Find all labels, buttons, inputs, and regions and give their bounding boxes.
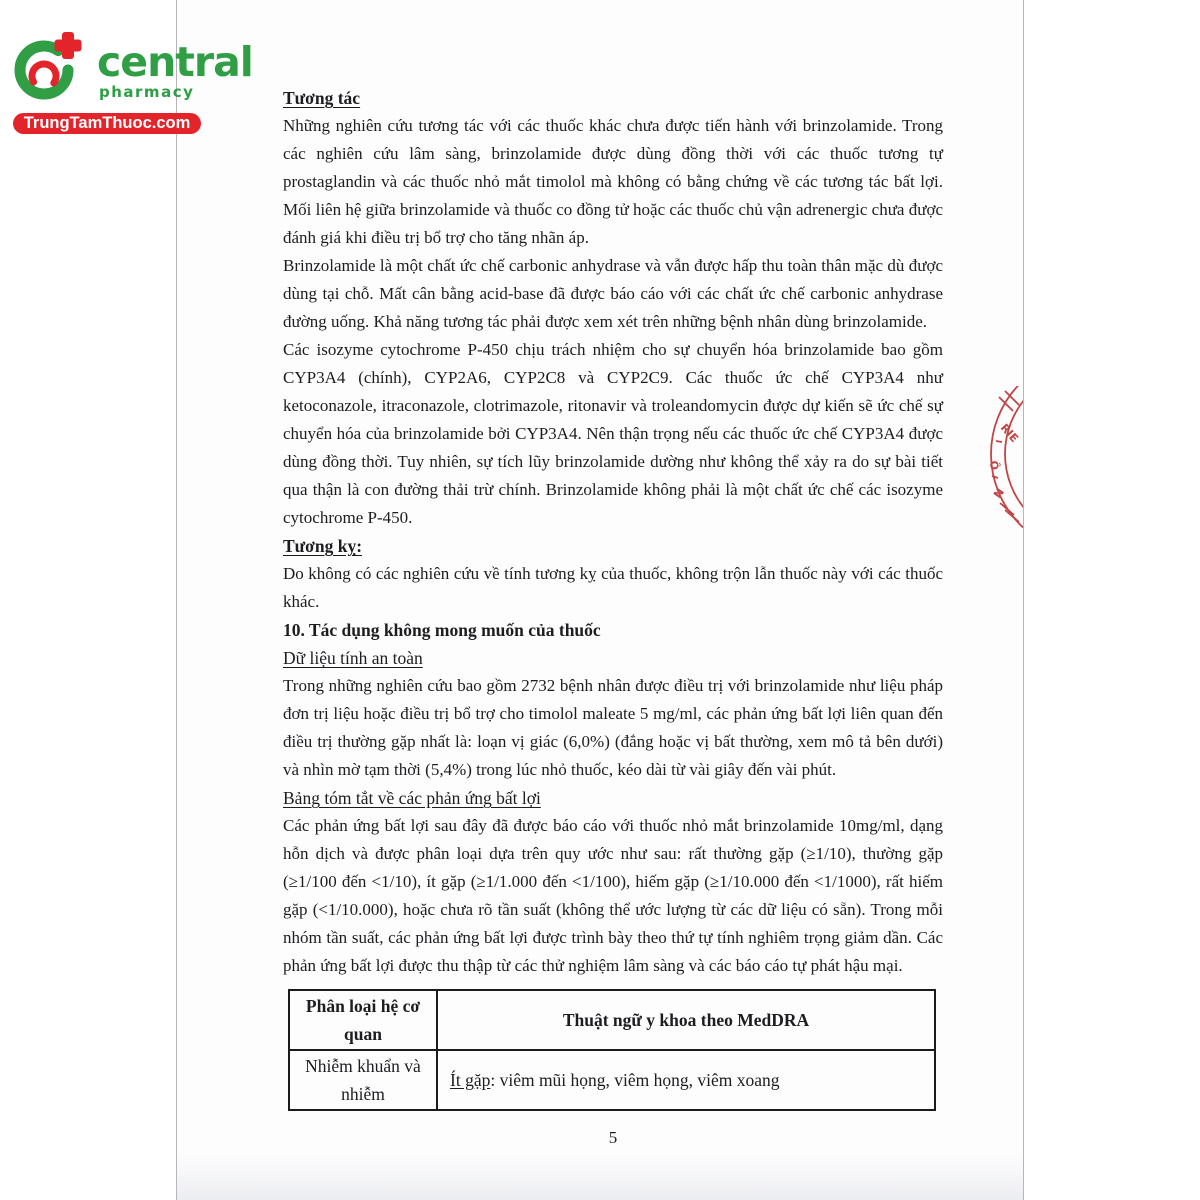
table-header-row xyxy=(289,990,935,1050)
page-number: 5 xyxy=(608,1128,618,1147)
subheading-adverse-summary: Bảng tóm tắt về các phản ứng bất lợi xyxy=(283,788,541,808)
logo-website-badge: TrungTamThuoc.com xyxy=(13,113,201,134)
stamp-clip xyxy=(985,386,1023,528)
logo-tagline-text: pharmacy xyxy=(99,83,195,101)
subheading-safety-data: Dữ liệu tính an toàn xyxy=(283,648,423,668)
paragraph-incompatibility: Do không có các nghiên cứu về tính tương kỵ của thuốc, không trộn lẫn thuốc này với các thuốc khác. xyxy=(283,564,943,611)
paragraph-interactions-1: Những nghiên cứu tương tác với các thuốc khác chưa được tiến hành với brinzolamide. Trong các nghiên cứu lâm sàng, brinzolamide được dùng đồng thời với các thuốc tương tự prostaglandin và các thuốc nhỏ mắt timolol mà không có bằng chứng về các tương tác bất lợi. Mối liên hệ giữa brinzolamide và thuốc co đồng tử hoặc các thuốc chủ vận adrenergic chưa được đánh giá khi điều trị bổ trợ cho tăng nhãn áp. xyxy=(283,116,943,247)
table-header-organ-class: Phân loại hệ cơ quan xyxy=(289,990,437,1050)
stamp-text-fragment-bottom: N xyxy=(990,485,1007,501)
table-cell-terms xyxy=(437,1050,935,1110)
document-body xyxy=(283,84,943,1152)
paragraph-interactions-2: Brinzolamide là một chất ức chế carbonic anhydrase và vẫn được hấp thu toàn thân mặc dù được dùng tại chỗ. Mất cân bằng acid-base đã được báo cáo với các chất ức chế carbonic anhydrase đường uống. Khả năng tương tác phải được xem xét trên những bệnh nhân dùng brinzolamide. xyxy=(283,256,943,331)
table-header-meddra-term: Thuật ngữ y khoa theo MedDRA xyxy=(437,990,935,1050)
stamp-text-fragment-mid: Ô xyxy=(987,460,1001,471)
section-heading-interactions: Tương tác xyxy=(283,88,361,108)
table-cell-organ-class: Nhiễm khuẩn và nhiễm xyxy=(289,1050,437,1110)
scanned-page xyxy=(176,0,1024,1200)
paragraph-interactions-3: Các isozyme cytochrome P-450 chịu trách nhiệm cho sự chuyển hóa brinzolamide bao gồm CYP3A4 (chính), CYP2A6, CYP2C8 và CYP2C9. Các thuốc ức chế CYP3A4 như ketoconazole, itraconazole, clotrimazole, ritonavir và troleandomycin được dự kiến sẽ ức chế sự chuyển hóa của brinzolamide bởi CYP3A4. Nên thận trọng nếu các thuốc ức chế CYP3A4 được dùng đồng thời. Tuy nhiên, sự tích lũy brinzolamide dường như không thể xảy ra do sự bài tiết qua thận là con đường thải trừ chính. Brinzolamide không phải là một chất ức chế các isozyme cytochrome P-450. xyxy=(283,340,943,527)
section-heading-incompatibility: Tương kỵ: xyxy=(283,536,363,556)
section-heading-adverse-effects: 10. Tác dụng không mong muốn của thuốc xyxy=(283,620,601,640)
central-pharmacy-c-icon xyxy=(13,28,91,104)
frequency-label: Ít gặp xyxy=(450,1070,491,1090)
red-stamp-icon xyxy=(985,386,1023,528)
terms-text: : viêm mũi họng, viêm họng, viêm xoang xyxy=(490,1070,780,1090)
central-pharmacy-logo xyxy=(13,28,253,134)
table-row xyxy=(289,1050,935,1110)
paragraph-safety-data: Trong những nghiên cứu bao gồm 2732 bệnh nhân được điều trị với brinzolamide như liệu pháp đơn trị liệu hoặc điều trị bổ trợ cho timolol maleate 5 mg/ml, các phản ứng bất lợi liên quan đến điều trị thường gặp nhất là: loạn vị giác (6,0%) (đắng hoặc vị bất thường, xem mô tả bên dưới) và nhìn mờ tạm thời (5,4%) trong lúc nhỏ thuốc, kéo dài từ vài giây đến vài phút. xyxy=(283,676,943,779)
paragraph-adverse-summary: Các phản ứng bất lợi sau đây đã được báo cáo với thuốc nhỏ mắt brinzolamide 10mg/ml, dạng hỗn dịch và được phân loại dựa trên quy ước như sau: rất thường gặp (≥1/10), thường gặp (≥1/100 đến <1/10), ít gặp (≥1/1.000 đến <1/100), hiếm gặp (≥1/10.000 đến <1/1000), rất hiếm gặp (<1/10.000), hoặc chưa rõ tần suất (không thể ước lượng từ các dữ liệu có sẵn). Trong mỗi nhóm tần suất, các phản ứng bất lợi được trình bày theo thứ tự tính nghiêm trọng giảm dần. Các phản ứng bất lợi được thu thập từ các thử nghiệm lâm sàng và các báo cáo tự phát hậu mại. xyxy=(283,816,943,975)
logo-brand-text: central xyxy=(97,38,253,86)
stamp-text-fragment-top: RIE xyxy=(997,421,1021,445)
adverse-reactions-table xyxy=(288,989,936,1111)
